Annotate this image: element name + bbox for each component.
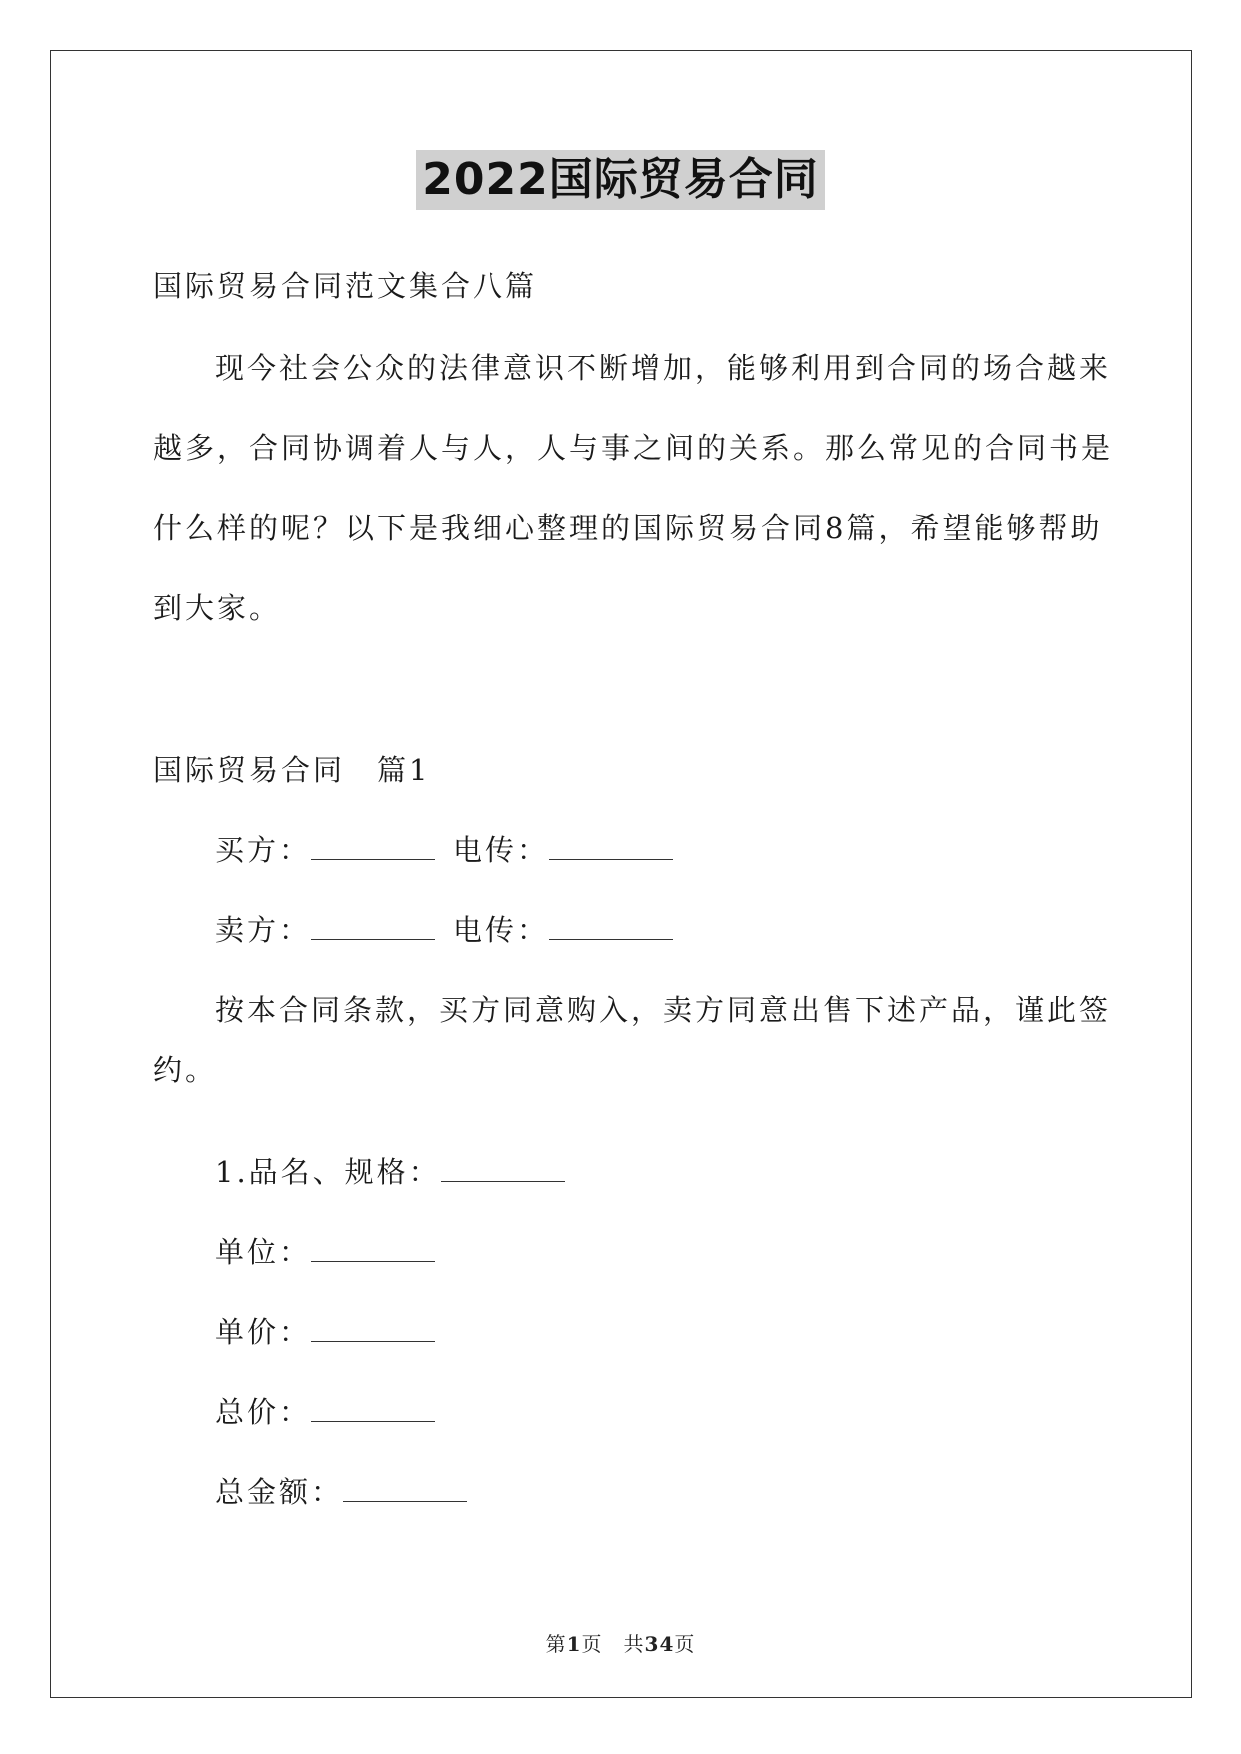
total-amount-blank (343, 1479, 467, 1502)
page-footer (0, 1628, 1241, 1657)
footer-page-prefix: 第 (545, 1632, 567, 1656)
field-total-price (215, 1394, 453, 1430)
seller-blank (311, 917, 435, 940)
seller-label: 卖方： (215, 913, 312, 947)
buyer-label: 买方： (215, 833, 312, 867)
unit-price-label: 单价： (215, 1315, 312, 1349)
buyer-row (215, 832, 691, 868)
title-container (0, 150, 1241, 210)
document-subtitle: 国际贸易合同范文集合八篇 (153, 269, 538, 303)
intro-line-2: 越多，合同协调着人与人，人与事之间的关系。那么常见的合同书是 (153, 431, 1114, 465)
field-item-spec (215, 1154, 583, 1190)
total-amount-label: 总金额： (215, 1475, 344, 1509)
document-title: 2022国际贸易合同 (416, 150, 824, 210)
field-total-amount (215, 1474, 485, 1510)
field-unit-price (215, 1314, 453, 1350)
footer-total-pages: 34 (644, 1632, 675, 1656)
seller-fax-label: 电传： (453, 913, 550, 947)
footer-page-suffix: 页 (674, 1632, 696, 1656)
item-spec-blank (441, 1159, 565, 1182)
buyer-blank (311, 837, 435, 860)
section-heading: 国际贸易合同 篇1 (153, 753, 431, 787)
buyer-fax-blank (549, 837, 673, 860)
unit-label: 单位： (215, 1235, 312, 1269)
footer-page-number: 1 (566, 1632, 582, 1656)
unit-price-blank (311, 1319, 435, 1342)
buyer-fax-label: 电传： (453, 833, 550, 867)
footer-page-mid: 页 共 (581, 1632, 645, 1656)
unit-blank (311, 1239, 435, 1262)
total-price-label: 总价： (215, 1395, 312, 1429)
field-unit (215, 1234, 453, 1270)
total-price-blank (311, 1399, 435, 1422)
item-spec-label: 1.品名、规格： (215, 1155, 441, 1189)
clause-line-1: 按本合同条款，买方同意购入，卖方同意出售下述产品，谨此签 (215, 993, 1112, 1027)
seller-fax-blank (549, 917, 673, 940)
seller-row (215, 912, 691, 948)
clause-line-2: 约。 (153, 1053, 218, 1087)
intro-line-1: 现今社会公众的法律意识不断增加，能够利用到合同的场合越来 (215, 351, 1112, 385)
intro-line-3: 什么样的呢？以下是我细心整理的国际贸易合同8篇，希望能够帮助 (153, 511, 1103, 545)
intro-line-4: 到大家。 (153, 591, 282, 625)
